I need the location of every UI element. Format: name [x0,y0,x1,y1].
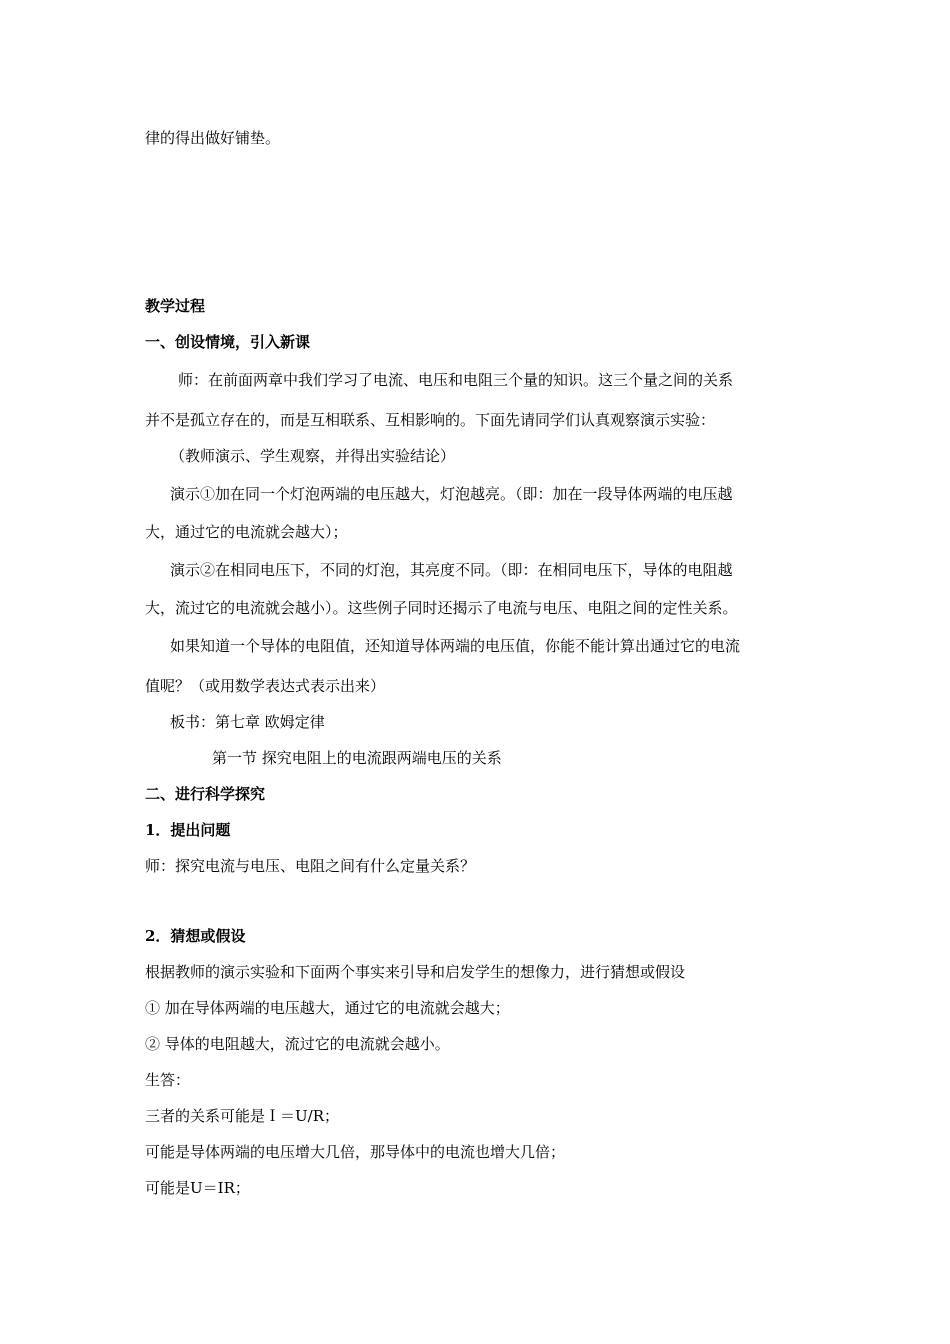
board-line-1: 板书：第七章 欧姆定律 [170,713,325,731]
student-answer-label: 生答： [145,1071,191,1089]
step1-title: 1．提出问题 [145,821,231,839]
question-line-2: 值呢？（或用数学表达式表示出来） [145,677,386,695]
demo1-line-2: 大，通过它的电流就会越大）； [145,523,348,541]
guess-2: 可能是导体两端的电压增大几倍，那导体中的电流也增大几倍； [145,1143,566,1161]
section-title: 教学过程 [145,297,206,315]
step1-text: 师：探究电流与电压、电阻之间有什么定量关系？ [145,857,476,875]
part1-heading: 一、创设情境，引入新课 [145,333,311,351]
question-line-1: 如果知道一个导体的电阻值，还知道导体两端的电压值，你能不能计算出通过它的电流 [170,637,741,655]
intro-tail-text: 律的得出做好铺垫。 [145,129,281,147]
step2-intro: 根据教师的演示实验和下面两个事实来引导和启发学生的想像力，进行猜想或假设 [145,963,686,981]
demo2-line-2: 大，流过它的电流就会越小）。这些例子同时还揭示了电流与电压、电阻之间的定性关系。 [145,599,738,617]
fact-1: ① 加在导体两端的电压越大，通过它的电流就会越大； [145,999,510,1017]
step2-title: 2．猜想或假设 [145,927,246,945]
demo1-line-1: 演示①加在同一个灯泡两端的电压越大，灯泡越亮。（即：加在一段导体两端的电压越 [170,485,733,503]
part2-heading: 二、进行科学探究 [145,785,266,803]
fact-2: ② 导体的电阻越大，流过它的电流就会越小。 [145,1035,450,1053]
board-line-2: 第一节 探究电阻上的电流跟两端电压的关系 [212,749,502,767]
guess-1: 三者的关系可能是Ｉ＝U/R； [145,1107,339,1125]
guess-3: 可能是U＝IR； [145,1179,250,1197]
teacher-paragraph-line-1: 师：在前面两章中我们学习了电流、电压和电阻三个量的知识。这三个量之间的关系 [178,371,734,389]
demo2-line-1: 演示②在相同电压下，不同的灯泡，其亮度不同。（即：在相同电压下，导体的电阻越 [170,561,733,579]
teacher-paragraph-line-2: 并不是孤立存在的，而是互相联系、互相影响的。下面先请同学们认真观察演示实验： [145,411,716,429]
demo-note: （教师演示、学生观察，并得出实验结论） [170,447,456,465]
